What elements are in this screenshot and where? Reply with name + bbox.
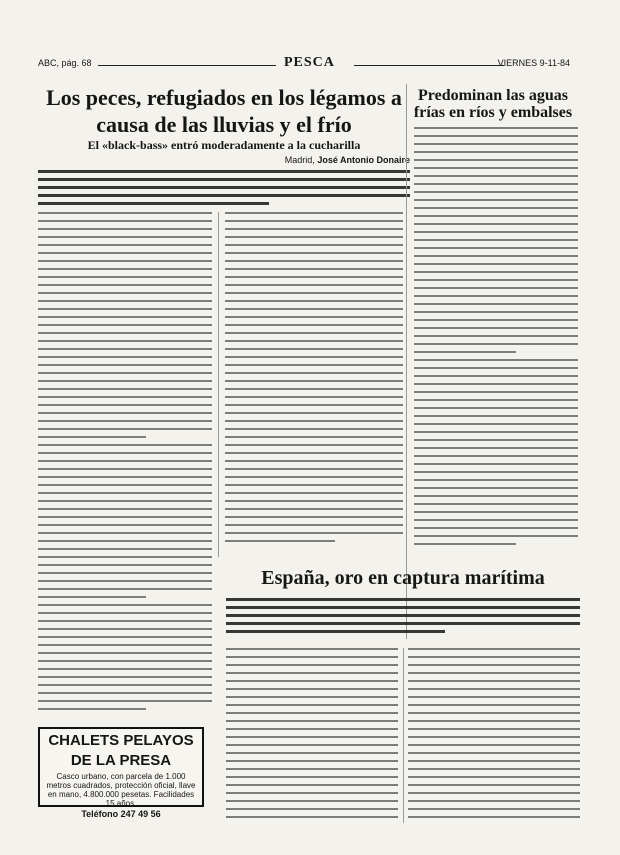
ad-phone: Teléfono 247 49 56 — [81, 809, 161, 819]
second-story-headline: España, oro en captura marítima — [261, 567, 545, 589]
side-story-body — [414, 127, 578, 552]
lead-paragraph — [38, 170, 410, 206]
second-story-column-2 — [408, 648, 580, 823]
section-title: PESCA — [284, 55, 335, 70]
byline-author: José Antonio Donaire — [317, 155, 410, 165]
issue-date: VIERNES 9-11-84 — [497, 58, 570, 68]
second-story-column-1 — [226, 648, 398, 823]
main-story-column-2 — [225, 212, 403, 557]
column-divider — [218, 212, 219, 557]
main-story-column-1 — [38, 212, 212, 717]
second-story-lead — [226, 598, 580, 638]
running-header — [38, 55, 570, 70]
chalets-advertisement — [38, 727, 204, 819]
page-number: ABC, pág. 68 — [38, 58, 92, 68]
ad-title-line-1: CHALETS PELAYOS — [48, 732, 194, 749]
byline — [38, 155, 410, 165]
ad-title-line-2: DE LA PRESA — [70, 752, 172, 769]
main-headline: Los peces, refugiados en los légamos a causa de las lluvias y el frío — [46, 85, 402, 137]
header-rule-right — [354, 65, 504, 66]
byline-place: Madrid, — [284, 155, 315, 165]
second-story-divider — [403, 648, 404, 823]
header-rule-left — [98, 65, 276, 66]
ad-description: Casco urbano, con parcela de 1.000 metros cuadrados, protección oficial, llave en mano, 4.800.000 pesetas. Facilidades 15 años. — [46, 772, 196, 808]
side-story-headline: Predominan las aguas frías en ríos y embalses — [413, 87, 573, 121]
main-subheadline: El «black-bass» entró moderadamente a la cucharilla — [87, 138, 361, 152]
